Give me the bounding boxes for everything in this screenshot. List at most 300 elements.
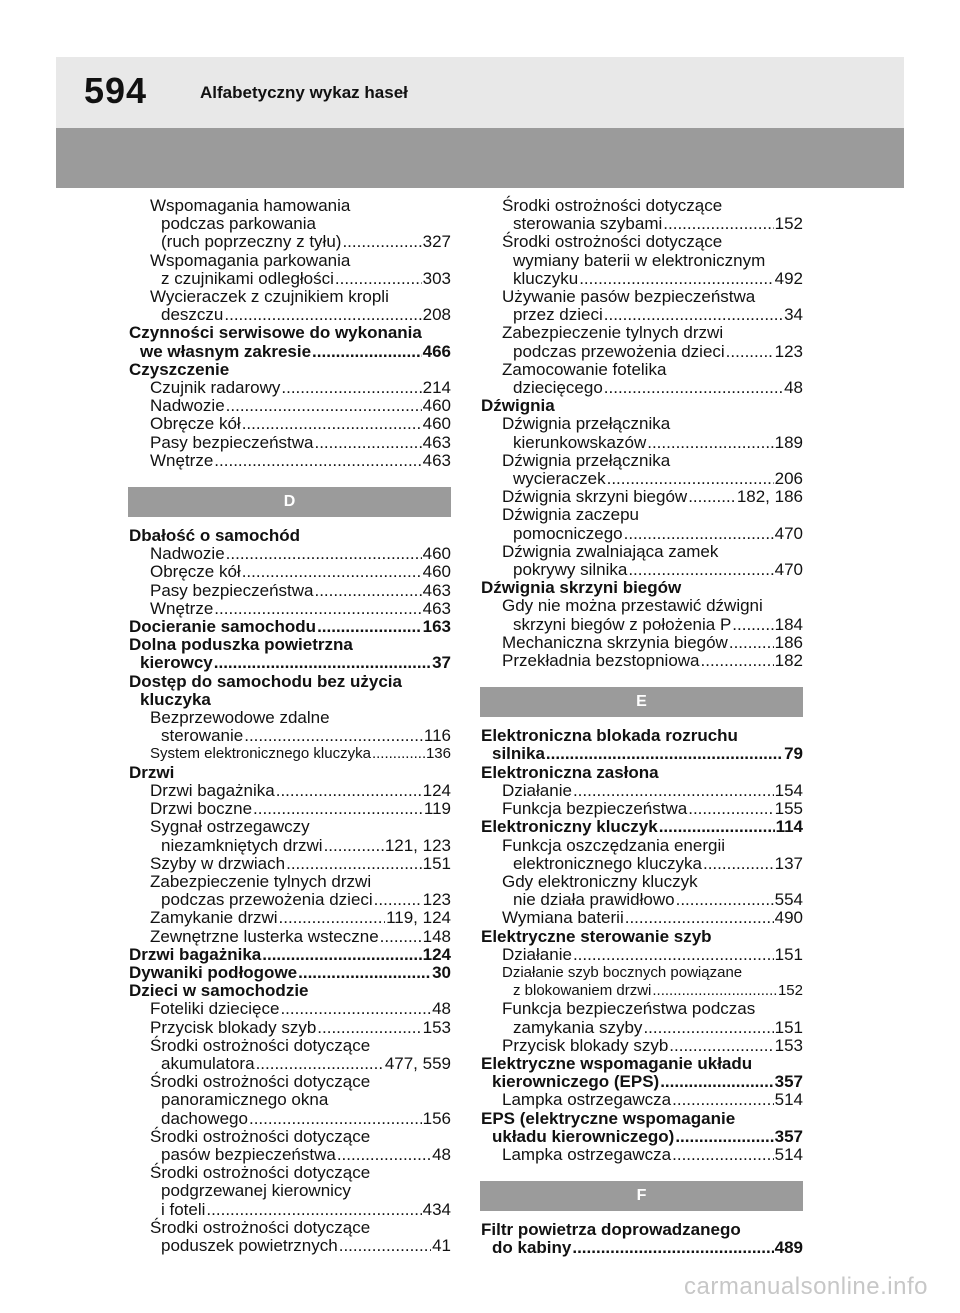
entry-text: Nadwozie [150, 396, 225, 416]
dot-leader [226, 397, 422, 415]
entry-line [129, 855, 451, 873]
index-entry [129, 636, 451, 672]
entry-line [129, 397, 451, 415]
entry-line [129, 434, 451, 452]
entry-line [129, 1110, 451, 1128]
entry-line [129, 1164, 451, 1182]
entry-line [129, 745, 451, 763]
index-subentry [481, 361, 803, 397]
entry-line [129, 818, 451, 836]
entry-line [481, 634, 803, 652]
index-subentry [481, 452, 803, 488]
entry-line [481, 343, 803, 361]
page-reference: 514 [774, 1144, 803, 1164]
entry-text: elektronicznego kluczyka [513, 853, 702, 873]
page-reference: 463 [422, 598, 451, 618]
entry-text: skrzyni biegów z położenia P [513, 614, 732, 634]
index-column-left [129, 197, 451, 1255]
entry-line [481, 361, 803, 379]
entry-text: Dźwignia zaczepu [502, 505, 640, 525]
entry-line [481, 616, 803, 634]
entry-text: wycieraczek [513, 469, 606, 489]
entry-text: Drzwi boczne [150, 799, 253, 819]
entry-line [129, 1073, 451, 1091]
index-subentry [129, 745, 451, 763]
page-reference: 119, 124 [386, 908, 451, 928]
entry-text: Funkcja oszczędzania energii [502, 835, 726, 855]
entry-text: akumulatora [161, 1053, 255, 1073]
entry-line [129, 233, 451, 251]
entry-line [129, 215, 451, 233]
page-reference: 460 [422, 544, 451, 564]
entry-line [481, 800, 803, 818]
entry-text: Wspomagania hamowania [150, 196, 351, 215]
page-reference: 182 [774, 651, 803, 671]
index-subentry [129, 1000, 451, 1018]
page-reference: 463 [422, 580, 451, 600]
page-reference: 124 [422, 780, 451, 800]
entry-line [129, 600, 451, 618]
entry-line [481, 452, 803, 470]
dot-leader [701, 652, 774, 670]
entry-line [481, 1055, 803, 1073]
entry-text: Wymiana baterii [502, 908, 624, 928]
entry-line [129, 379, 451, 397]
entry-line [129, 654, 451, 672]
entry-text: podczas przewożenia dzieci [161, 890, 373, 910]
entry-line [129, 197, 451, 215]
index-entry [129, 673, 451, 709]
entry-text: Przycisk blokady szyb [150, 1017, 317, 1037]
entry-text: sterowanie [161, 726, 244, 746]
entry-line [481, 1239, 803, 1257]
entry-line [129, 1091, 451, 1109]
entry-line [481, 1221, 803, 1239]
entry-text: Dbałość o samochód [129, 526, 300, 546]
entry-line [481, 434, 803, 452]
dot-leader [604, 379, 783, 397]
entry-line [129, 1146, 451, 1164]
entry-text: Lampka ostrzegawcza [502, 1090, 672, 1110]
dot-leader [380, 928, 422, 946]
page-reference: 463 [422, 432, 451, 452]
page-reference: 48 [432, 1144, 451, 1164]
entry-line [481, 470, 803, 488]
entry-line [481, 652, 803, 670]
dot-leader [729, 634, 774, 652]
entry-text: Gdy elektroniczny kluczyk [502, 871, 698, 891]
entry-line [129, 891, 451, 909]
page-reference: 470 [774, 523, 803, 543]
page-header [56, 57, 904, 129]
index-subentry [129, 800, 451, 818]
entry-line [129, 873, 451, 891]
index-entry [129, 964, 451, 982]
entry-line [129, 582, 451, 600]
dot-leader [279, 909, 386, 927]
entry-text: Zewnętrzne lusterka wsteczne [150, 926, 379, 946]
entry-line [481, 855, 803, 873]
page-reference: 163 [422, 617, 451, 637]
dot-leader [672, 1091, 773, 1109]
dot-leader [660, 1073, 773, 1091]
entry-text: kierunkowskazów [513, 432, 647, 452]
entry-text: Wnętrze [150, 450, 214, 470]
dot-leader [314, 582, 421, 600]
dot-leader [226, 545, 422, 563]
entry-line [129, 324, 451, 342]
index-subentry [481, 597, 803, 633]
page-reference: 357 [774, 1126, 803, 1146]
entry-text: Obręcze kół [150, 414, 241, 434]
index-subentry [129, 928, 451, 946]
entry-line [481, 543, 803, 561]
entry-text: Środki ostrożności dotyczące [502, 196, 723, 215]
index-entry [129, 361, 451, 379]
dot-leader [688, 800, 773, 818]
entry-line [481, 288, 803, 306]
page-reference: 30 [432, 962, 451, 982]
page-reference: 554 [774, 890, 803, 910]
page-title: Alfabetyczny wykaz haseł [200, 83, 408, 102]
entry-text: Elektryczne sterowanie szyb [481, 926, 712, 946]
index-entry [129, 527, 451, 545]
entry-text: kluczyku [513, 268, 579, 288]
dot-leader [214, 452, 421, 470]
page-reference: 434 [422, 1199, 451, 1219]
index-subentry [129, 855, 451, 873]
entry-line [481, 415, 803, 433]
entry-line [481, 1091, 803, 1109]
dot-leader [317, 618, 422, 636]
page-reference: 357 [774, 1072, 803, 1092]
entry-text: Dolna poduszka powietrzna [129, 635, 353, 655]
entry-text: Pasy bezpieczeństwa [150, 580, 314, 600]
page-reference: 184 [774, 614, 803, 634]
index-entry [481, 727, 803, 763]
entry-line [129, 270, 451, 288]
index-entry [481, 764, 803, 782]
entry-text: EPS (elektryczne wspomaganie [481, 1108, 736, 1128]
entry-line [481, 909, 803, 927]
entry-line [129, 1128, 451, 1146]
entry-text: Dźwignia skrzyni biegów [481, 578, 682, 598]
entry-line [129, 837, 451, 855]
index-subentry [129, 397, 451, 415]
page-reference: 137 [774, 853, 803, 873]
entry-line [481, 324, 803, 342]
index-subentry [481, 782, 803, 800]
index-subentry [129, 582, 451, 600]
entry-text: silnika [492, 744, 545, 764]
entry-text: Zamykanie drzwi [150, 908, 278, 928]
index-subentry [129, 782, 451, 800]
dot-leader [732, 616, 773, 634]
entry-text: Elektroniczna zasłona [481, 762, 659, 782]
entry-text: Funkcja bezpieczeństwa [502, 799, 688, 819]
entry-line [481, 579, 803, 597]
entry-line [481, 782, 803, 800]
page-reference: 490 [774, 908, 803, 928]
entry-line [129, 343, 451, 361]
entry-line [481, 1073, 803, 1091]
dot-leader [242, 563, 422, 581]
entry-text: Funkcja bezpieczeństwa podczas [502, 999, 756, 1019]
index-subentry [129, 873, 451, 909]
entry-line [129, 1037, 451, 1055]
index-subentry [129, 288, 451, 324]
entry-text: Wnętrze [150, 598, 214, 618]
page-number: 594 [84, 70, 148, 111]
index-subentry [481, 543, 803, 579]
entry-text: dachowego [161, 1108, 248, 1128]
entry-text: Obręcze kół [150, 562, 241, 582]
entry-line [481, 1000, 803, 1018]
index-subentry [481, 1091, 803, 1109]
entry-text: Pasy bezpieczeństwa [150, 432, 314, 452]
entry-text: dziecięcego [513, 378, 603, 398]
dot-leader [672, 1146, 773, 1164]
entry-text: panoramicznego okna [161, 1090, 329, 1110]
index-subentry [481, 800, 803, 818]
entry-text: Zabezpieczenie tylnych drzwi [150, 871, 372, 891]
page-reference: 460 [422, 396, 451, 416]
index-subentry [129, 1073, 451, 1128]
entry-line [481, 397, 803, 415]
page-reference: 136 [425, 745, 451, 763]
entry-text: Czujnik radarowy [150, 378, 281, 398]
index-entry [129, 764, 451, 782]
entry-line [481, 982, 803, 1000]
index-entry [129, 982, 451, 1000]
entry-text: i foteli [161, 1199, 206, 1219]
entry-text: wymiany baterii w elektronicznym [513, 250, 766, 270]
entry-line [481, 197, 803, 215]
entry-text: System elektronicznego kluczyka [150, 745, 371, 763]
entry-text: Czyszczenie [129, 359, 230, 379]
dot-leader [224, 306, 421, 324]
page-reference: 208 [422, 305, 451, 325]
page-reference: 327 [422, 232, 451, 252]
entry-line [481, 928, 803, 946]
page-reference: 463 [422, 450, 451, 470]
entry-text: Elektroniczna blokada rozruchu [481, 726, 738, 746]
entry-text: Filtr powietrza doprowadzanego [481, 1220, 741, 1240]
entry-line [481, 506, 803, 524]
entry-text: Dzieci w samochodzie [129, 981, 309, 1001]
dot-leader [280, 1000, 431, 1018]
entry-line [129, 800, 451, 818]
index-column-right [481, 197, 803, 1258]
dot-leader [312, 343, 422, 361]
entry-text: podczas parkowania [161, 214, 316, 234]
entry-line [481, 597, 803, 615]
page-reference: 206 [774, 469, 803, 489]
index-subentry [481, 652, 803, 670]
page-reference: 151 [774, 944, 803, 964]
entry-line [129, 727, 451, 745]
page-reference: 79 [784, 744, 803, 764]
page-reference: 41 [432, 1235, 451, 1255]
entry-text: Środki ostrożności dotyczące [150, 1126, 371, 1146]
page-reference: 460 [422, 562, 451, 582]
dot-leader [335, 270, 422, 288]
page-reference: 119 [423, 799, 451, 819]
entry-line [481, 873, 803, 891]
entry-text: Gdy nie można przestawić dźwigni [502, 596, 763, 616]
entry-text: we własnym zakresie [140, 341, 312, 361]
entry-text: pomocniczego [513, 523, 623, 543]
entry-text: Przekładnia bezstopniowa [502, 651, 700, 671]
dot-leader [214, 600, 421, 618]
index-subentry [129, 600, 451, 618]
index-subentry [129, 1019, 451, 1037]
index-subentry [129, 252, 451, 288]
entry-line [129, 1055, 451, 1073]
index-subentry [129, 452, 451, 470]
index-entry [129, 946, 451, 964]
dot-leader [572, 1239, 773, 1257]
dot-leader [604, 306, 783, 324]
dot-leader [643, 1019, 773, 1037]
dot-leader [628, 561, 773, 579]
page-reference: 151 [774, 1017, 803, 1037]
index-entry [481, 1221, 803, 1257]
entry-line [481, 306, 803, 324]
entry-text: z czujnikami odległości [161, 268, 334, 288]
entry-line [129, 1237, 451, 1255]
dot-leader [669, 1037, 773, 1055]
watermark: carmanualsonline.info [684, 1273, 928, 1300]
entry-text: układu kierowniczego) [492, 1126, 675, 1146]
entry-line [481, 1128, 803, 1146]
entry-line [481, 745, 803, 763]
entry-line [481, 837, 803, 855]
index-subentry [481, 1146, 803, 1164]
entry-text: Zabezpieczenie tylnych drzwi [502, 323, 724, 343]
index-subentry [481, 964, 803, 1000]
entry-line [129, 1000, 451, 1018]
entry-text: Działanie szyb bocznych powiązane [502, 963, 743, 981]
entry-text: Lampka ostrzegawcza [502, 1144, 672, 1164]
entry-line [129, 946, 451, 964]
entry-text: Mechaniczna skrzynia biegów [502, 632, 728, 652]
page-reference: 152 [777, 982, 803, 1000]
entry-text: do kabiny [492, 1238, 572, 1258]
entry-text: podgrzewanej kierownicy [161, 1181, 351, 1201]
entry-line [481, 964, 803, 982]
index-subentry [481, 197, 803, 233]
dot-leader [276, 782, 422, 800]
entry-line [129, 452, 451, 470]
page-reference: 303 [422, 268, 451, 288]
dot-leader [372, 745, 425, 763]
entry-text: podczas przewożenia dzieci [513, 341, 725, 361]
page-reference: 116 [423, 726, 451, 746]
entry-text: nie działa prawidłowo [513, 890, 675, 910]
entry-text: Środki ostrożności dotyczące [502, 232, 723, 252]
entry-text: Docieranie samochodu [129, 617, 317, 637]
page-reference: 489 [774, 1238, 803, 1258]
entry-text: kluczyka [140, 689, 211, 709]
entry-text: Drzwi bagażnika [129, 944, 262, 964]
index-subentry [481, 506, 803, 542]
dot-leader [253, 800, 423, 818]
entry-text: Dźwignia przełącznika [502, 450, 671, 470]
entry-line [481, 727, 803, 745]
index-subentry [129, 709, 451, 745]
index-entry [481, 1055, 803, 1091]
index-subentry [481, 873, 803, 909]
index-subentry [129, 1128, 451, 1164]
index-subentry [481, 233, 803, 288]
entry-text: Nadwozie [150, 544, 225, 564]
entry-line [129, 618, 451, 636]
dot-leader [244, 727, 423, 745]
entry-text: poduszek powietrznych [161, 1235, 338, 1255]
dot-leader [573, 946, 774, 964]
entry-text: Działanie [502, 944, 572, 964]
entry-text: Elektryczne wspomaganie układu [481, 1053, 753, 1073]
entry-line [129, 691, 451, 709]
entry-line [481, 215, 803, 233]
dot-leader [206, 1201, 421, 1219]
dot-leader [663, 215, 773, 233]
page-reference: 124 [422, 944, 451, 964]
entry-text: kierowcy [140, 653, 213, 673]
dot-leader [652, 982, 777, 1000]
page-reference: 48 [784, 378, 803, 398]
dot-leader [314, 434, 421, 452]
entry-line [129, 1201, 451, 1219]
entry-line [129, 982, 451, 1000]
entry-line [129, 636, 451, 654]
entry-text: Dźwignia [481, 396, 555, 416]
dot-leader [249, 1110, 422, 1128]
entry-line [129, 709, 451, 727]
page-reference: 152 [774, 214, 803, 234]
dot-leader [624, 525, 774, 543]
dot-leader [214, 654, 431, 672]
entry-line [129, 764, 451, 782]
entry-line [129, 673, 451, 691]
entry-line [129, 288, 451, 306]
index-subentry [129, 415, 451, 433]
dot-leader [298, 964, 431, 982]
page-reference: 148 [422, 926, 451, 946]
entry-line [129, 928, 451, 946]
entry-text: Foteliki dziecięce [150, 999, 280, 1019]
page-reference: 151 [422, 853, 451, 873]
entry-line [481, 1037, 803, 1055]
entry-text: (ruch poprzeczny z tyłu) [161, 232, 342, 252]
entry-text: Środki ostrożności dotyczące [150, 1163, 371, 1183]
page-reference: 34 [784, 305, 803, 325]
dot-leader [281, 379, 421, 397]
dot-leader [324, 837, 384, 855]
dot-leader [675, 1128, 773, 1146]
page-reference: 189 [774, 432, 803, 452]
index-subentry [481, 909, 803, 927]
entry-line [481, 233, 803, 251]
page-reference: 123 [774, 341, 803, 361]
index-subentry [481, 324, 803, 360]
entry-line [481, 946, 803, 964]
entry-text: Działanie [502, 780, 572, 800]
section-header-d: D [128, 487, 451, 517]
dot-leader [317, 1019, 421, 1037]
index-subentry [481, 288, 803, 324]
